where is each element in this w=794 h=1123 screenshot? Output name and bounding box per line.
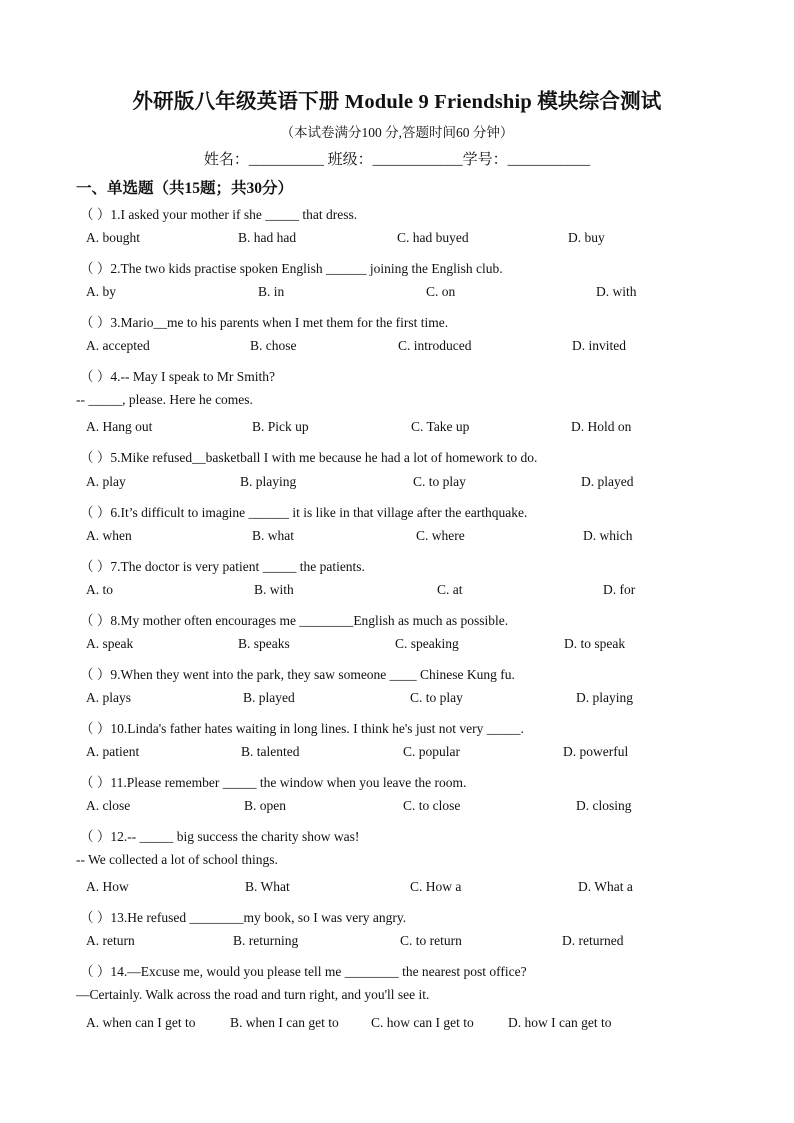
answer-option: B. What — [245, 879, 290, 895]
answer-option: D. how I can get to — [508, 1014, 612, 1030]
answer-option: C. had buyed — [397, 230, 469, 246]
answer-option: C. on — [426, 284, 456, 300]
answer-option: C. speaking — [395, 635, 459, 651]
answer-option: A. return — [86, 933, 135, 949]
answer-option: A. when can I get to — [86, 1014, 196, 1030]
question-dialogue-line: -- _____, please. Here he comes. — [76, 392, 253, 408]
question-stem: （ ）2.The two kids practise spoken English ______ joining the English club. — [80, 261, 503, 277]
answer-option: A. by — [86, 284, 116, 300]
answer-option: C. to play — [410, 689, 463, 705]
question-stem: （ ）14.—Excuse me, would you please tell me ________ the nearest post office? — [80, 964, 527, 980]
answer-option: C. to return — [400, 933, 462, 949]
exam-instructions: （本试卷满分100 分,答题时间60 分钟） — [280, 125, 514, 140]
student-info-line: 姓名：__________ 班级：____________学号：___________ — [203, 152, 591, 168]
question-stem: （ ）6.It’s difficult to imagine ______ it is like in that village after the earthquake. — [80, 504, 528, 520]
question-dialogue-line: -- We collected a lot of school things. — [76, 852, 278, 868]
question-stem: （ ）12.-- _____ big success the charity show was! — [80, 829, 360, 845]
answer-option: A. Hang out — [86, 419, 153, 435]
answer-option: B. with — [254, 581, 294, 597]
answer-option: D. powerful — [563, 744, 629, 759]
answer-option: C. how can I get to — [371, 1014, 474, 1030]
answer-option: C. where — [416, 527, 465, 543]
answer-option: B. in — [258, 284, 285, 300]
answer-option: A. accepted — [86, 338, 150, 354]
answer-option: A. How — [86, 879, 129, 895]
answer-option: C. How a — [410, 879, 462, 895]
answer-option: D. which — [583, 527, 633, 543]
question-dialogue-line: —Certainly. Walk across the road and turn right, and you'll see it. — [76, 987, 430, 1003]
question-stem: （ ）10.Linda's father hates waiting in long lines. I think he's just not very _____. — [80, 720, 524, 736]
question-stem: （ ）13.He refused ________my book, so I was very angry. — [80, 910, 407, 926]
answer-option: C. Take up — [411, 419, 470, 435]
answer-option: D. Hold on — [571, 419, 632, 435]
answer-option: D. with — [596, 284, 637, 300]
question-stem: （ ）7.The doctor is very patient _____ the patients. — [80, 558, 365, 574]
answer-option: D. played — [581, 473, 634, 489]
answer-option: C. popular — [403, 744, 460, 759]
question-stem: （ ）1.I asked your mother if she _____ that dress. — [80, 207, 358, 222]
answer-option: B. Pick up — [252, 419, 309, 435]
answer-option: D. for — [603, 581, 636, 597]
answer-option: A. plays — [86, 689, 131, 705]
answer-option: C. to close — [403, 798, 461, 814]
question-stem: （ ）9.When they went into the park, they saw someone ____ Chinese Kung fu. — [80, 666, 515, 682]
answer-option: B. what — [252, 527, 294, 543]
answer-option: D. closing — [576, 798, 632, 814]
answer-option: A. patient — [86, 744, 140, 759]
answer-option: B. playing — [240, 473, 297, 489]
answer-option: B. speaks — [238, 635, 290, 651]
question-stem: （ ）11.Please remember _____ the window when you leave the room. — [80, 775, 467, 791]
answer-option: A. when — [86, 527, 132, 543]
answer-option: D. to speak — [564, 635, 626, 651]
answer-option: B. open — [244, 798, 286, 814]
answer-option: C. introduced — [398, 338, 472, 354]
answer-option: B. when I can get to — [230, 1014, 339, 1030]
answer-option: D. returned — [562, 933, 624, 949]
answer-option: A. close — [86, 798, 131, 814]
answer-option: D. invited — [572, 338, 626, 354]
answer-option: D. buy — [568, 230, 605, 246]
question-stem: （ ）4.-- May I speak to Mr Smith? — [80, 369, 275, 385]
answer-option: A. bought — [86, 230, 140, 246]
answer-option: A. play — [86, 473, 126, 489]
question-stem: （ ）8.My mother often encourages me ________English as much as possible. — [80, 612, 509, 628]
answer-option: B. had had — [238, 230, 297, 246]
question-stem: （ ）3.Mario__me to his parents when I met them for the first time. — [80, 315, 449, 331]
answer-option: B. chose — [250, 338, 297, 354]
answer-option: C. at — [437, 581, 463, 597]
question-stem: （ ）5.Mike refused__basketball I with me because he had a lot of homework to do. — [80, 450, 538, 466]
answer-option: B. played — [243, 689, 295, 705]
answer-option: D. What a — [578, 879, 633, 895]
answer-option: D. playing — [576, 689, 633, 705]
answer-option: A. speak — [86, 635, 134, 651]
answer-option: B. returning — [233, 933, 299, 949]
answer-option: B. talented — [241, 744, 300, 759]
page-title: 外研版八年级英语下册 Module 9 Friendship 模块综合测试 — [132, 91, 662, 113]
answer-option: C. to play — [413, 473, 466, 489]
answer-option: A. to — [86, 581, 113, 597]
section-heading: 一、单选题（共15题；共30分） — [76, 180, 294, 197]
